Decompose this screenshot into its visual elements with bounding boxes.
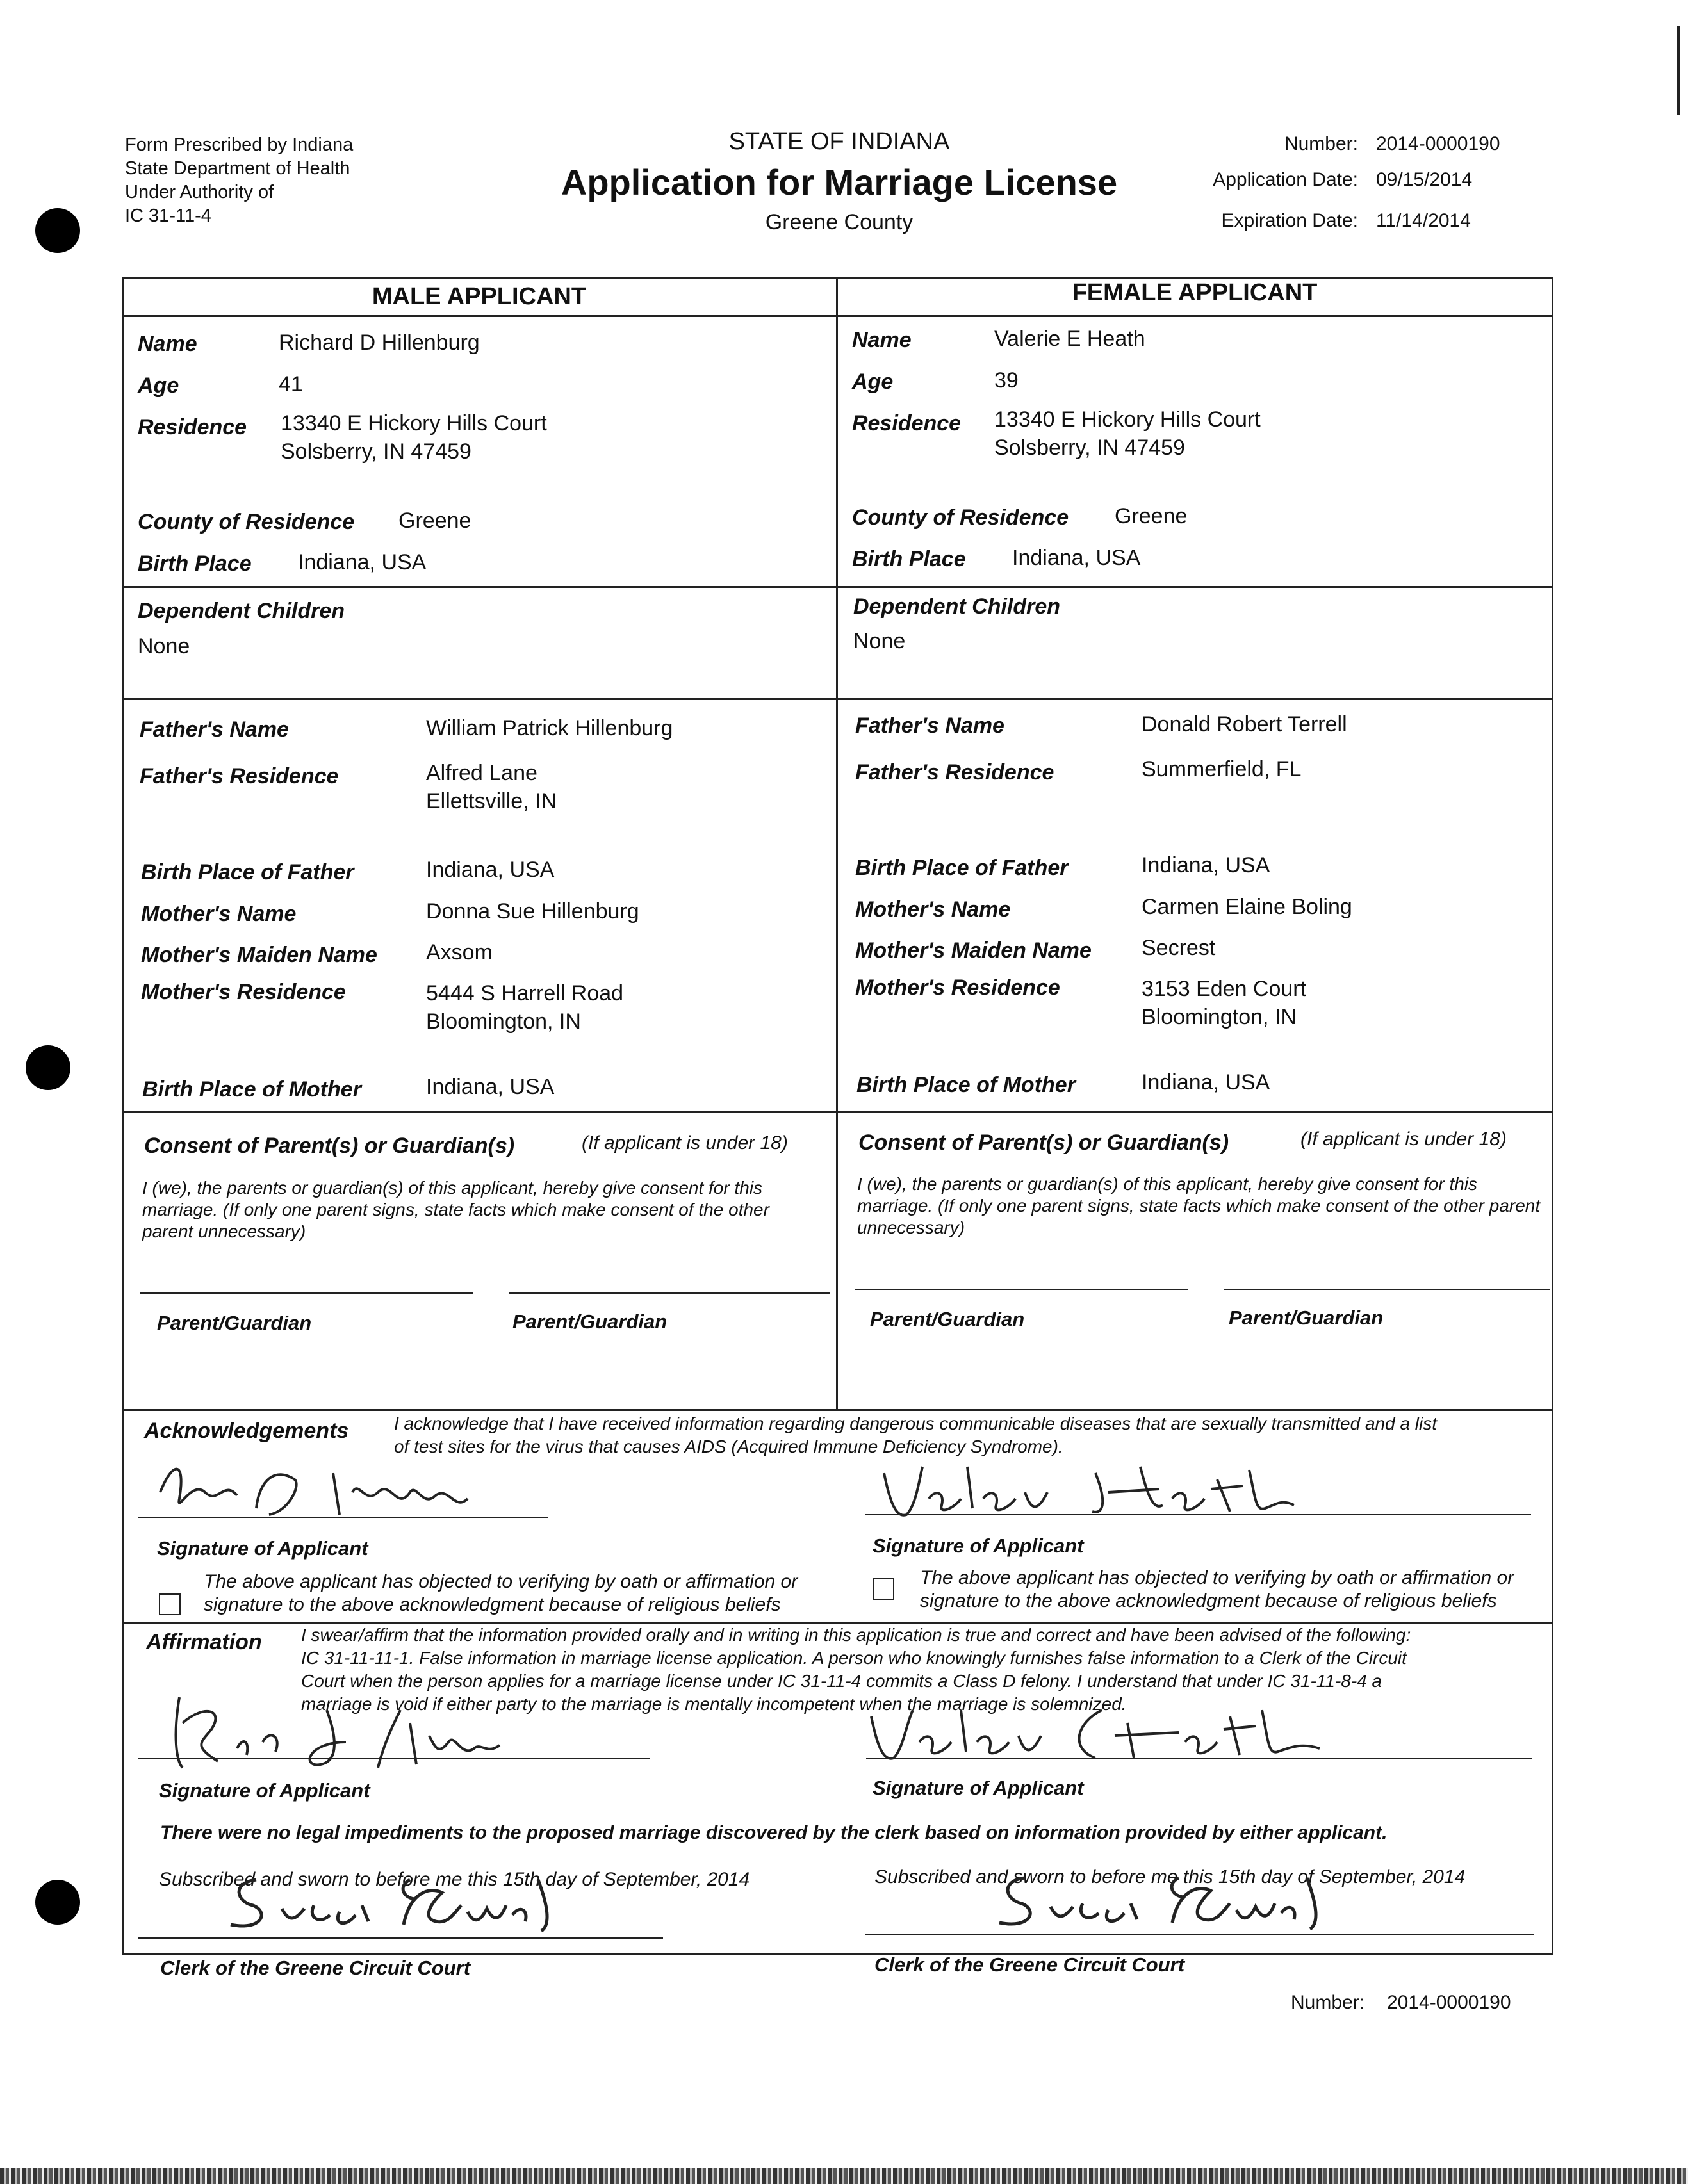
number-value: 2014-0000190: [1376, 133, 1500, 154]
female-clerk-signature-line: [865, 1934, 1534, 1935]
female-mother-maiden-label: Mother's Maiden Name: [855, 938, 1092, 963]
male-consent-heading: Consent of Parent(s) or Guardian(s): [144, 1134, 515, 1158]
male-ack-signature-line: [138, 1517, 548, 1518]
expiration-date-value: 11/14/2014: [1376, 210, 1471, 231]
female-affirmation-signature: [858, 1697, 1371, 1768]
male-mother-name-label: Mother's Name: [141, 902, 297, 926]
female-age: 39: [994, 368, 1019, 393]
male-ack-signature-label: Signature of Applicant: [157, 1537, 368, 1560]
authority-line: Under Authority of: [125, 182, 274, 202]
male-residence-label: Residence: [138, 415, 247, 439]
female-mother-birthplace-label: Birth Place of Mother: [856, 1073, 1076, 1097]
female-affirmation-signature-label: Signature of Applicant: [873, 1777, 1084, 1799]
punch-hole-top: [35, 208, 80, 253]
female-consent-condition: (If applicant is under 18): [1300, 1129, 1507, 1150]
female-father-birthplace-label: Birth Place of Father: [855, 856, 1069, 880]
male-consent-condition: (If applicant is under 18): [582, 1132, 788, 1153]
female-age-label: Age: [852, 370, 894, 394]
male-name-label: Name: [138, 332, 197, 356]
affirmation-text-line4: marriage is void if either party to the marriage is mentally incompetent when the marriage is solemnized.: [301, 1694, 1127, 1714]
affirmation-text-line1: I swear/affirm that the information provided orally and in writing in this application is true and correct and have been advised of the following:: [301, 1625, 1411, 1645]
female-clerk-label: Clerk of the Greene Circuit Court: [874, 1953, 1185, 1976]
scan-edge-mark: [1677, 26, 1680, 115]
male-birthplace: Indiana, USA: [298, 550, 427, 575]
male-dependent-children: None: [138, 634, 190, 658]
female-objection-checkbox[interactable]: [873, 1578, 894, 1600]
affirmation-text-line3: Court when the person applies for a marriage license under IC 31-11-4 commits a Class D felony. I understand that under IC 31-11-8-4 a: [301, 1671, 1382, 1691]
male-father-residence-label: Father's Residence: [140, 764, 339, 788]
male-parent-guardian-label-1: Parent/Guardian: [157, 1312, 312, 1334]
female-residence-label: Residence: [852, 411, 962, 436]
male-father-birthplace: Indiana, USA: [426, 858, 555, 882]
female-residence-line2: Solsberry, IN 47459: [994, 436, 1185, 460]
male-mother-residence-line2: Bloomington, IN: [426, 1009, 581, 1034]
female-ack-signature-line: [865, 1514, 1531, 1515]
female-consent-heading: Consent of Parent(s) or Guardian(s): [858, 1130, 1229, 1155]
female-applicant-heading: FEMALE APPLICANT: [1072, 279, 1318, 306]
male-county: Greene: [398, 509, 471, 533]
authority-line: Form Prescribed by Indiana: [125, 134, 354, 155]
divider: [122, 698, 1553, 700]
male-clerk-signature-line: [138, 1937, 663, 1939]
female-dependent-children-label: Dependent Children: [853, 594, 1061, 619]
male-affirmation-signature: [154, 1684, 641, 1781]
scan-bottom-edge: [0, 2168, 1688, 2184]
female-father-residence-line1: Summerfield, FL: [1142, 757, 1302, 781]
authority-line: IC 31-11-4: [125, 206, 211, 226]
male-mother-residence-label: Mother's Residence: [141, 980, 346, 1004]
male-father-residence-line2: Ellettsville, IN: [426, 789, 557, 813]
female-mother-maiden: Secrest: [1142, 936, 1216, 960]
male-age: 41: [279, 372, 303, 396]
male-name: Richard D Hillenburg: [279, 330, 480, 355]
male-mother-maiden: Axsom: [426, 940, 493, 965]
female-mother-birthplace: Indiana, USA: [1142, 1070, 1270, 1095]
divider: [122, 586, 1553, 588]
male-birthplace-label: Birth Place: [138, 551, 252, 576]
female-ack-signature-label: Signature of Applicant: [873, 1535, 1084, 1557]
male-father-name-label: Father's Name: [140, 717, 289, 742]
divider: [122, 1409, 1553, 1411]
female-sworn-text: Subscribed and sworn to before me this 15th day of September, 2014: [874, 1866, 1466, 1887]
male-dependent-children-label: Dependent Children: [138, 599, 345, 623]
male-father-birthplace-label: Birth Place of Father: [141, 860, 354, 884]
footer-number-value: 2014-0000190: [1387, 1992, 1511, 2013]
male-parent-guardian-line-2: [509, 1292, 830, 1294]
male-mother-birthplace-label: Birth Place of Mother: [142, 1077, 361, 1102]
female-name-label: Name: [852, 328, 912, 352]
male-father-residence-line1: Alfred Lane: [426, 761, 537, 785]
female-mother-name: Carmen Elaine Boling: [1142, 895, 1352, 919]
female-mother-residence-line1: 3153 Eden Court: [1142, 977, 1307, 1001]
application-date-label: Application Date:: [1213, 169, 1358, 190]
affirmation-heading: Affirmation: [146, 1630, 262, 1654]
female-parent-guardian-label-1: Parent/Guardian: [870, 1308, 1025, 1330]
male-age-label: Age: [138, 373, 179, 398]
male-mother-maiden-label: Mother's Maiden Name: [141, 943, 377, 967]
expiration-date-label: Expiration Date:: [1221, 210, 1358, 231]
female-dependent-children: None: [853, 629, 906, 653]
punch-hole-bottom: [35, 1880, 80, 1925]
divider: [122, 1111, 1553, 1113]
male-father-name: William Patrick Hillenburg: [426, 716, 673, 740]
acknowledgements-text-line1: I acknowledge that I have received information regarding dangerous communicable diseases that are sexually transmitted and a list: [394, 1414, 1438, 1433]
male-mother-name: Donna Sue Hillenburg: [426, 899, 639, 924]
footer-number-label: Number:: [1291, 1992, 1365, 2013]
male-objection-text: The above applicant has objected to verifying by oath or affirmation or signature to the above acknowledgment because of religious beliefs: [204, 1571, 798, 1615]
female-county: Greene: [1115, 504, 1188, 528]
male-sworn-text: Subscribed and sworn to before me this 15th day of September, 2014: [159, 1869, 750, 1890]
male-affirmation-signature-label: Signature of Applicant: [159, 1779, 370, 1802]
male-parent-guardian-label-2: Parent/Guardian: [512, 1310, 668, 1333]
female-residence-line1: 13340 E Hickory Hills Court: [994, 407, 1261, 432]
female-mother-residence-line2: Bloomington, IN: [1142, 1005, 1297, 1029]
female-consent-text: I (we), the parents or guardian(s) of this applicant, hereby give consent for this marriage. (If only one parent signs, state facts which make consent of the other parent unnecessary): [857, 1174, 1541, 1237]
male-residence-line1: 13340 E Hickory Hills Court: [281, 411, 547, 436]
female-affirmation-signature-line: [866, 1758, 1532, 1759]
male-applicant-heading: MALE APPLICANT: [372, 283, 587, 310]
female-clerk-signature: [987, 1865, 1345, 1935]
male-mother-residence-line1: 5444 S Harrell Road: [426, 981, 624, 1006]
acknowledgements-text-line2: of test sites for the virus that causes AIDS (Acquired Immune Deficiency Syndrome).: [394, 1437, 1063, 1456]
female-parent-guardian-label-2: Parent/Guardian: [1229, 1307, 1384, 1329]
page-title: Application for Marriage License: [561, 162, 1118, 202]
male-parent-guardian-line-1: [140, 1292, 473, 1294]
female-father-name-label: Father's Name: [855, 713, 1004, 738]
application-date-value: 09/15/2014: [1376, 169, 1473, 190]
female-father-residence-label: Father's Residence: [855, 760, 1054, 785]
male-residence-line2: Solsberry, IN 47459: [281, 439, 471, 464]
male-consent-text: I (we), the parents or guardian(s) of this applicant, hereby give consent for this marriage. (If only one parent signs, state facts which make consent of the other parent unnecessary): [142, 1178, 769, 1241]
county-name: Greene County: [765, 210, 914, 234]
female-county-label: County of Residence: [852, 505, 1069, 530]
male-objection-checkbox[interactable]: [159, 1593, 181, 1615]
male-clerk-label: Clerk of the Greene Circuit Court: [160, 1957, 471, 1979]
female-mother-name-label: Mother's Name: [855, 897, 1011, 922]
divider: [122, 1622, 1553, 1624]
impediments-statement: There were no legal impediments to the proposed marriage discovered by the clerk based on information provided by either applicant.: [160, 1822, 1388, 1843]
female-father-birthplace: Indiana, USA: [1142, 853, 1270, 877]
state-name: STATE OF INDIANA: [728, 128, 950, 155]
acknowledgements-heading: Acknowledgements: [144, 1419, 349, 1443]
female-name: Valerie E Heath: [994, 327, 1145, 351]
punch-hole-middle: [26, 1045, 70, 1090]
female-objection-text: The above applicant has objected to verifying by oath or affirmation or signature to the above acknowledgment because of religious beliefs: [920, 1567, 1514, 1611]
male-mother-birthplace: Indiana, USA: [426, 1075, 555, 1099]
female-mother-residence-label: Mother's Residence: [855, 975, 1060, 1000]
female-father-name: Donald Robert Terrell: [1142, 712, 1347, 737]
number-label: Number:: [1284, 133, 1358, 154]
form-authority: [125, 133, 353, 228]
authority-line: State Department of Health: [125, 158, 350, 179]
female-birthplace: Indiana, USA: [1012, 546, 1141, 570]
female-parent-guardian-line-2: [1224, 1289, 1550, 1290]
male-clerk-signature: [218, 1867, 577, 1937]
male-acknowledgement-signature: [147, 1454, 564, 1524]
column-divider: [836, 277, 838, 1410]
affirmation-text-line2: IC 31-11-11-1. False information in marriage license application. A person who knowingly furnishes false information to a Clerk of the Circuit: [301, 1648, 1407, 1668]
male-affirmation-signature-line: [138, 1758, 650, 1759]
male-county-label: County of Residence: [138, 510, 355, 534]
female-parent-guardian-line-1: [855, 1289, 1188, 1290]
female-birthplace-label: Birth Place: [852, 547, 966, 571]
